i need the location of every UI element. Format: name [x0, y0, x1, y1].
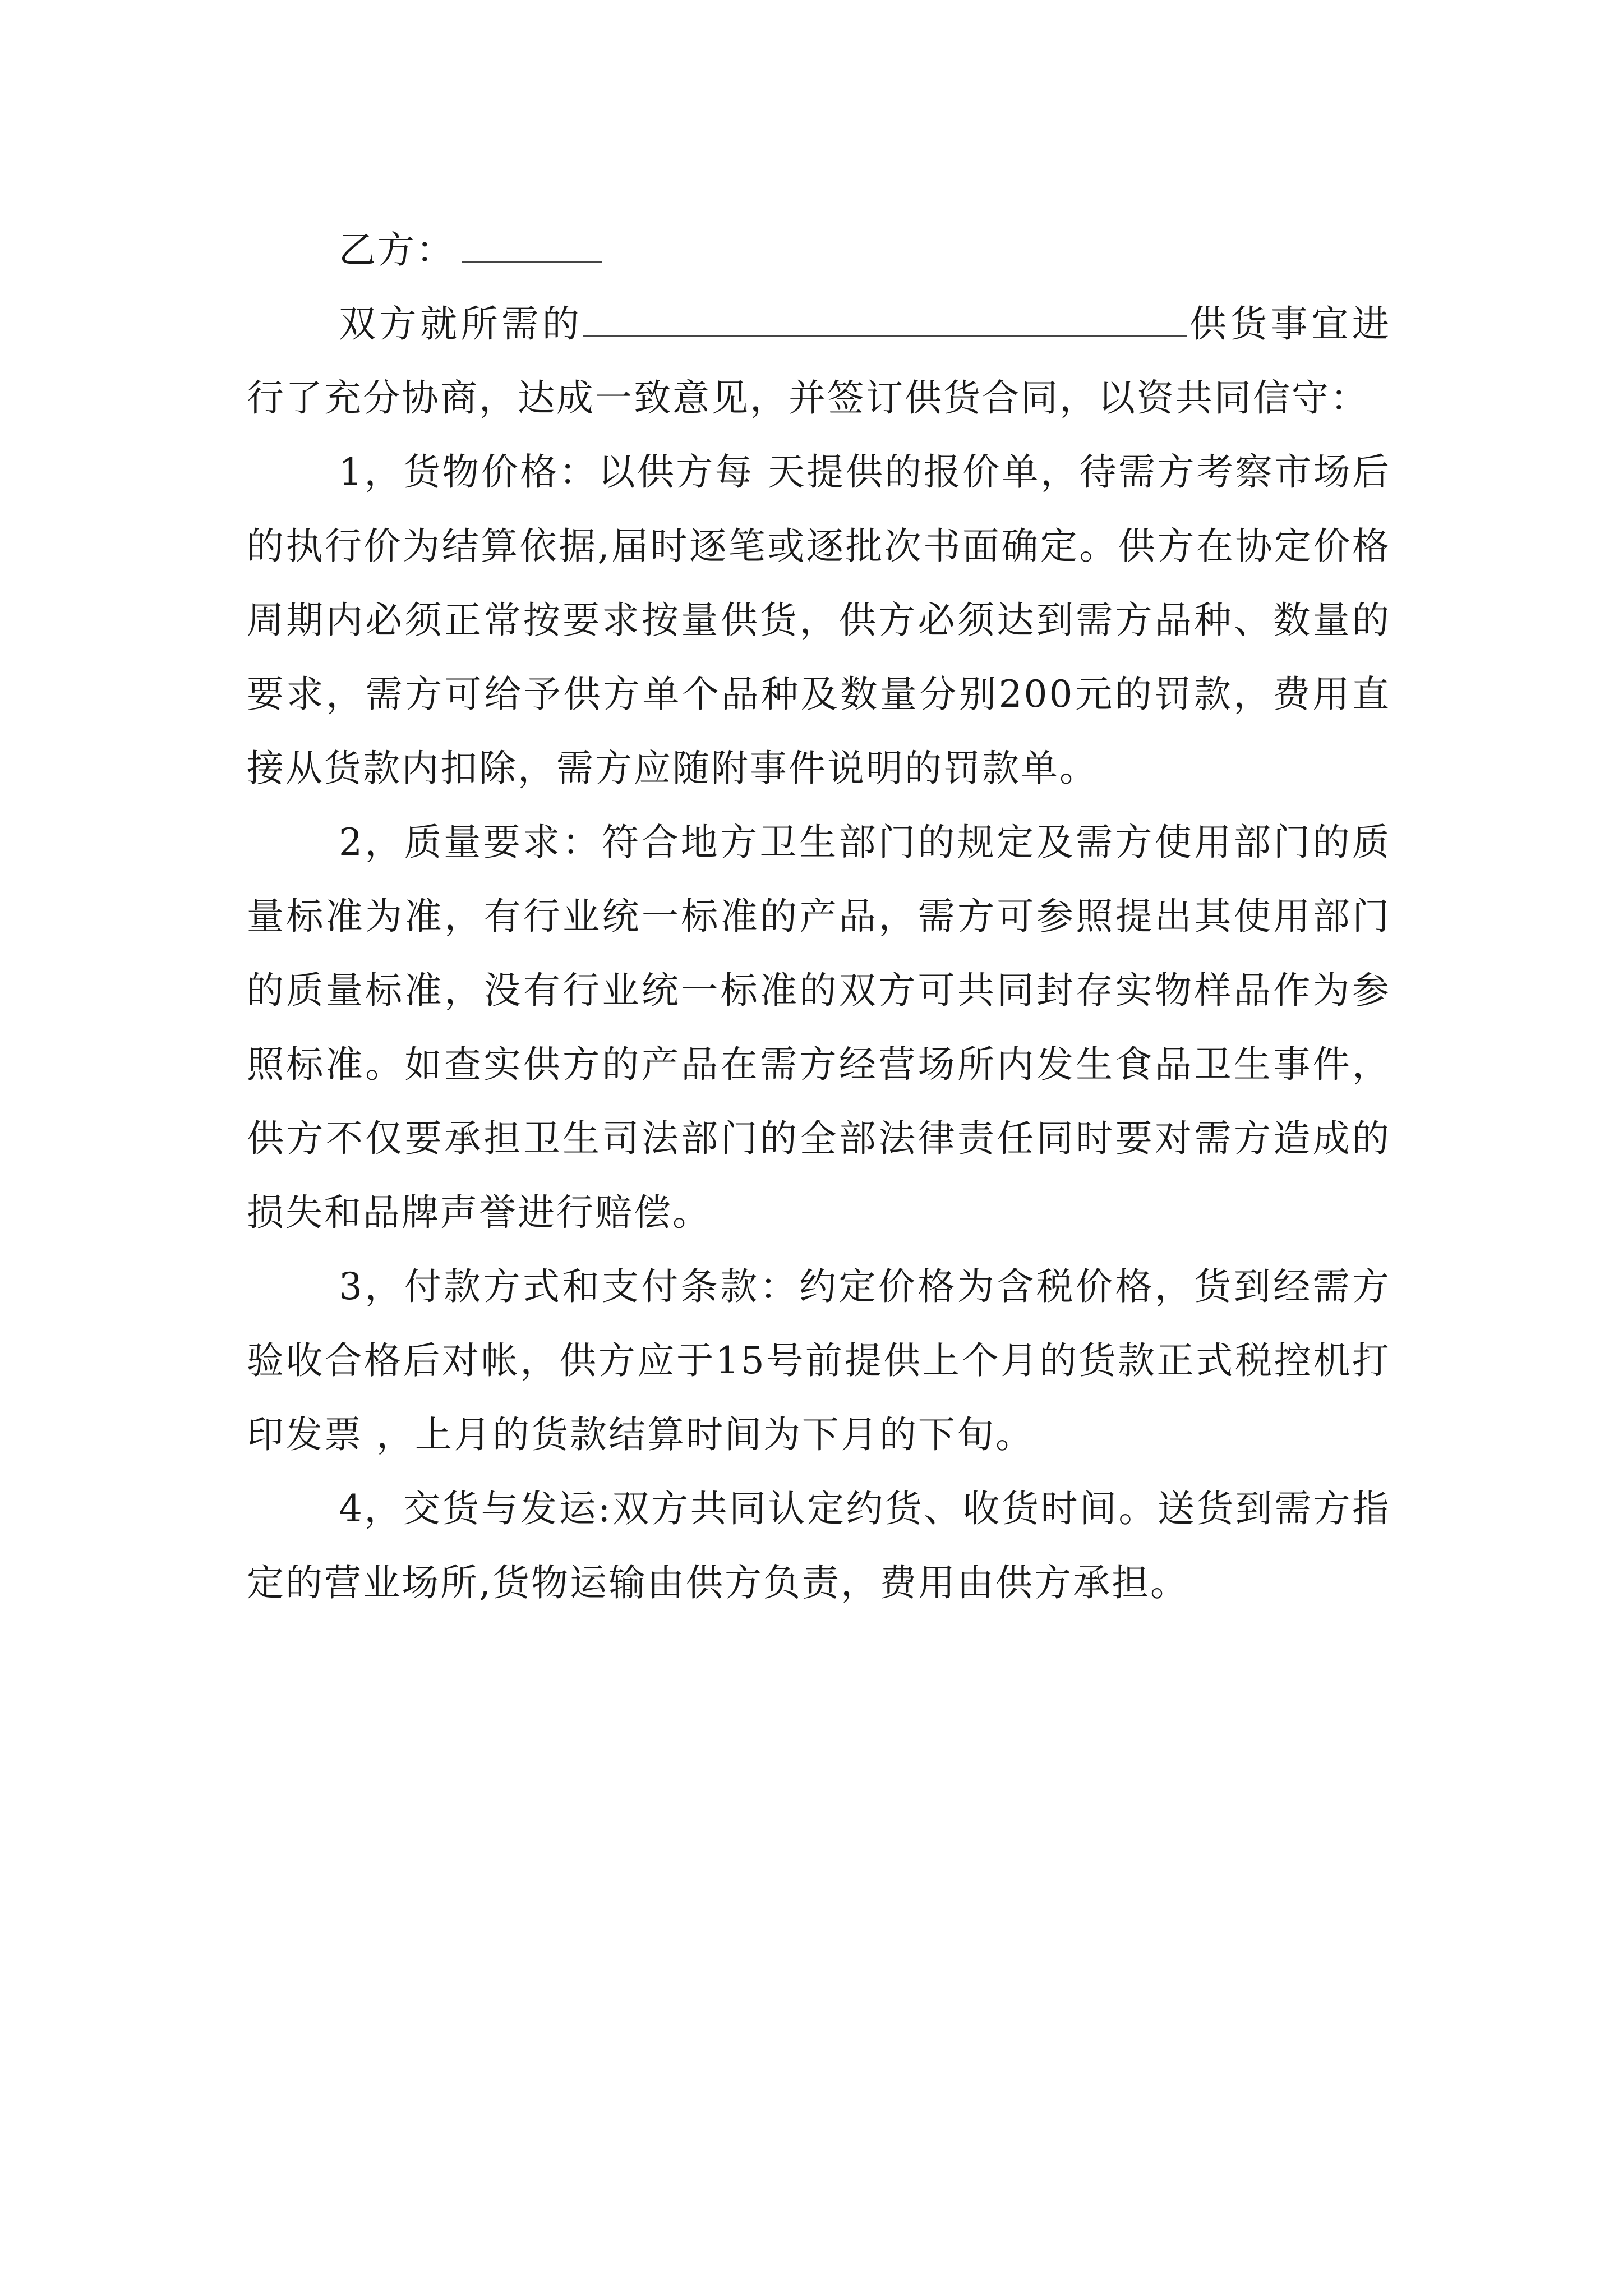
contract-body [247, 213, 1391, 1620]
clause-delivery: 4，交货与发运:双方共同认定约货、收货时间。送货到需方指定的营业场所,货物运输由供方负责，费用由供方承担。 [247, 1487, 1391, 1604]
intro-before: 双方就所需的 [339, 302, 583, 346]
clause-payment: 3，付款方式和支付条款：约定价格为含税价格，货到经需方验收合格后对帐，供方应于15号前提供上个月的货款正式税控机打印发票 ，上月的货款结算时间为下月的下旬。 [247, 1265, 1391, 1456]
intro-paragraph [247, 287, 1391, 435]
goods-blank [583, 296, 1187, 337]
clause-quality: 2，质量要求：符合地方卫生部门的规定及需方使用部门的质量标准为准，有行业统一标准的产品，需方可参照提出其使用部门的质量标准，没有行业统一标准的双方可共同封存实物样品作为参照标准。如查实供方的产品在需方经营场所内发生食品卫生事件，供方不仅要承担卫生司法部门的全部法律责任同时要对需方造成的损失和品牌声誉进行赔偿。 [247, 821, 1391, 1234]
party-b-label: 乙方： [339, 228, 455, 272]
intro-after: 供货事宜进行了充分协商，达成一致意见，并签订供货合同，以资共同信守： [247, 302, 1391, 420]
clause-price: 1，货物价格：以供方每 天提供的报价单，待需方考察市场后的执行价为结算依据,届时逐笔或逐批次书面确定。供方在协定价格周期内必须正常按要求按量供货，供方必须达到需方品种、数量的要求，需方可给予供方单个品种及数量分别200元的罚款，费用直接从货款内扣除，需方应随附事件说明的罚款单。 [247, 450, 1391, 790]
party-b-blank [462, 222, 602, 263]
party-b-line [247, 213, 1391, 287]
